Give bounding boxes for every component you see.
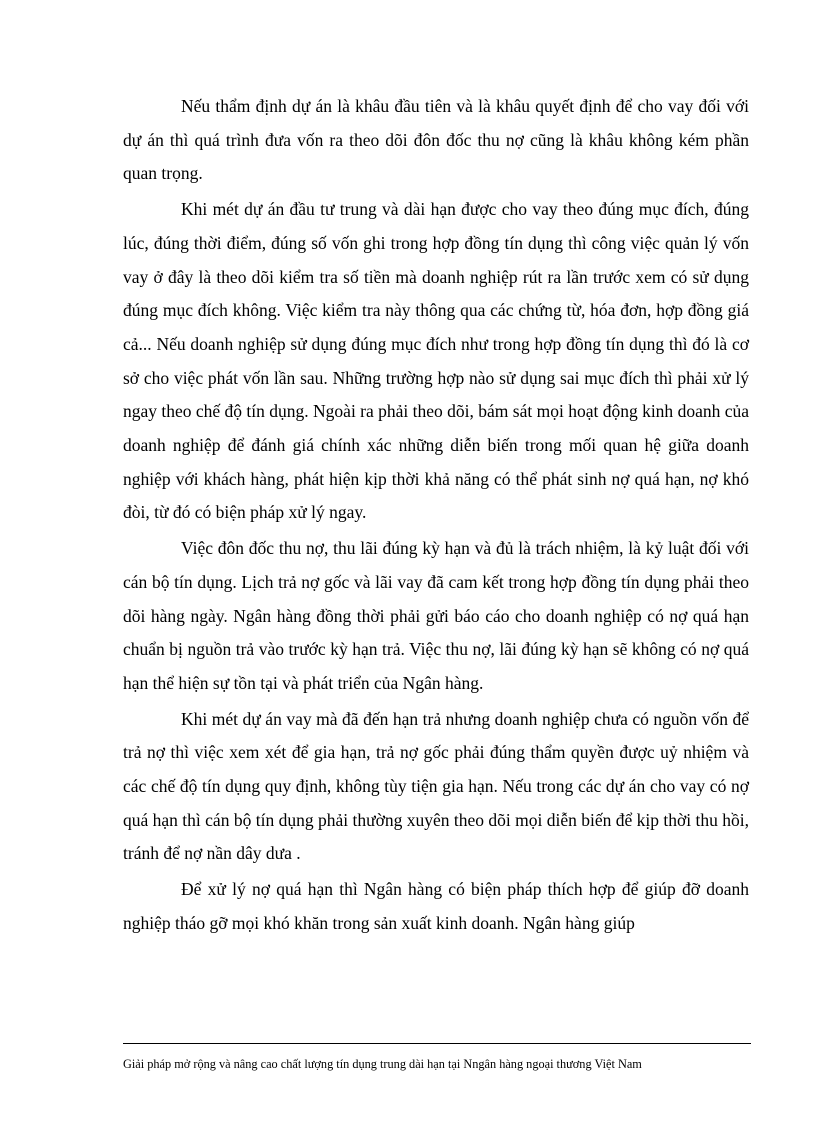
footer-divider xyxy=(123,1043,751,1044)
page-footer: Giải pháp mở rộng và nâng cao chất lượng tín dụng trung dài hạn tại Nngân hàng ngoại thương Việt Nam xyxy=(123,1057,642,1071)
paragraph-3: Việc đôn đốc thu nợ, thu lãi đúng kỳ hạn và đủ là trách nhiệm, là kỷ luật đối với cán bộ tín dụng. Lịch trả nợ gốc và lãi vay đã cam kết trong hợp đồng tín dụng phải theo dõi hàng ngày. Ngân hàng đồng thời phải gửi báo cáo cho doanh nghiệp có nợ quá hạn chuẩn bị nguồn trả vào trước kỳ hạn trả. Việc thu nợ, lãi đúng kỳ hạn sẽ không có nợ quá hạn thể hiện sự tồn tại và phát triển của Ngân hàng. xyxy=(123,538,749,693)
body-text xyxy=(123,90,749,943)
paragraph-5: Để xử lý nợ quá hạn thì Ngân hàng có biện pháp thích hợp để giúp đỡ doanh nghiệp tháo gỡ mọi khó khăn trong sản xuất kinh doanh. Ngân hàng giúp xyxy=(123,879,749,933)
paragraph-1: Nếu thẩm định dự án là khâu đầu tiên và là khâu quyết định để cho vay đối với dự án thì quá trình đưa vốn ra theo dõi đôn đốc thu nợ cũng là khâu không kém phần quan trọng. xyxy=(123,96,749,184)
paragraph-4: Khi mét dự án vay mà đã đến hạn trả nhưng doanh nghiệp chưa có nguồn vốn để trả nợ thì việc xem xét để gia hạn, trả nợ gốc phải đúng thẩm quyền được uỷ nhiệm và các chế độ tín dụng quy định, không tùy tiện gia hạn. Nếu trong các dự án cho vay có nợ quá hạn thì cán bộ tín dụng phải thường xuyên theo dõi mọi diễn biến để kịp thời thu hồi, tránh để nợ nần dây dưa . xyxy=(123,708,749,864)
paragraph-2: Khi mét dự án đầu tư trung và dài hạn được cho vay theo đúng mục đích, đúng lúc, đúng thời điểm, đúng số vốn ghi trong hợp đồng tín dụng thì công việc quản lý vốn vay ở đây là theo dõi kiểm tra số tiền mà doanh nghiệp rút ra lần trước xem có sử dụng đúng mục đích không. Việc kiểm tra này thông qua các chứng từ, hóa đơn, hợp đồng giá cả... Nếu doanh nghiệp sử dụng đúng mục đích như trong hợp đồng tín dụng thì đó là cơ sở cho việc phát vốn lần sau. Những trường hợp nào sử dụng sai mục đích thì phải xử lý ngay theo chế độ tín dụng. Ngoài ra phải theo dõi, bám sát mọi hoạt động kinh doanh của doanh nghiệp để đánh giá chính xác những diễn biến trong mối quan hệ giữa doanh nghiệp với khách hàng, phát hiện kịp thời khả năng có thể phát sinh nợ quá hạn, nợ khó đòi, từ đó có biện pháp xử lý ngay. xyxy=(123,199,749,523)
